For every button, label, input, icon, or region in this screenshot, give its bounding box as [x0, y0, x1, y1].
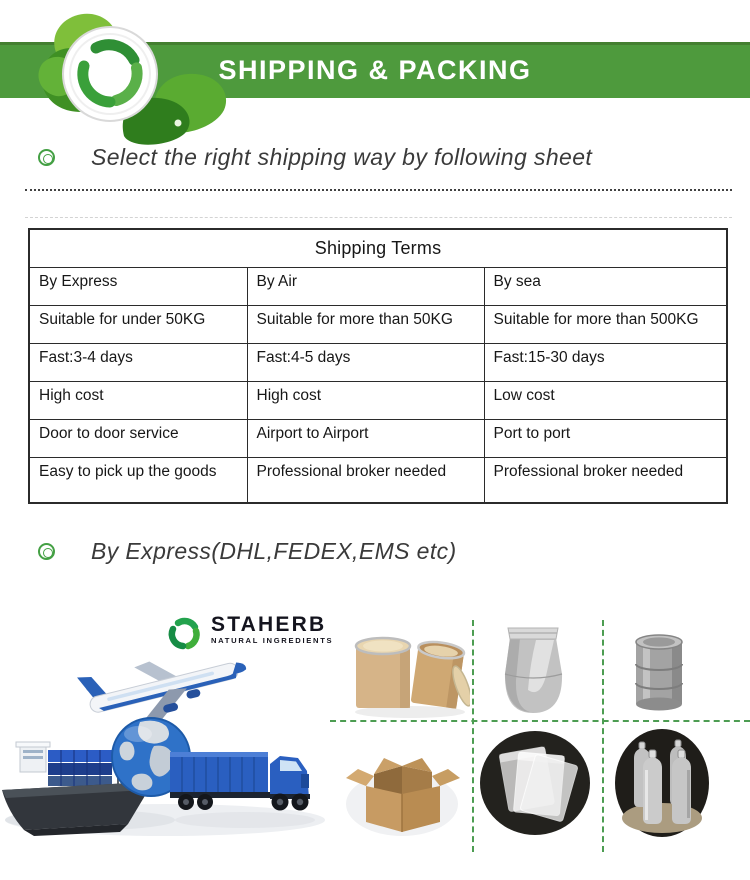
heading-select-sheet: Select the right shipping way by following sheet — [91, 144, 593, 170]
table-cell: Suitable for under 50KG — [29, 305, 247, 343]
table-title: Shipping Terms — [29, 229, 727, 267]
col-header-air: By Air — [247, 267, 484, 305]
section-heading-by-express — [38, 538, 457, 565]
table-cell: Airport to Airport — [247, 419, 484, 457]
leaf-logo-icon — [26, 0, 236, 150]
plastic-bags-icon — [478, 728, 592, 838]
aluminum-bottles-icon — [612, 726, 712, 842]
brand-tagline: NATURAL INGREDIENTS — [211, 636, 334, 645]
table-title-row — [29, 229, 727, 267]
bullet-icon — [38, 543, 55, 560]
brand-text — [211, 614, 333, 645]
foil-pouch-icon — [496, 620, 570, 722]
grid-divider-vertical — [602, 620, 604, 852]
brand-name: STAHERB — [211, 613, 327, 636]
banner-title: SHIPPING & PACKING — [218, 55, 532, 85]
table-cell: Low cost — [484, 381, 727, 419]
dashed-divider — [25, 189, 732, 191]
shipping-terms-table — [28, 228, 728, 504]
table-row — [29, 343, 727, 381]
table-cell: Professional broker needed — [247, 457, 484, 503]
truck-icon — [168, 744, 313, 822]
table-cell: Port to port — [484, 419, 727, 457]
paper-drums-icon — [350, 622, 470, 720]
grid-divider-vertical — [472, 620, 474, 852]
table-cell: Door to door service — [29, 419, 247, 457]
table-cell: Suitable for more than 500KG — [484, 305, 727, 343]
carton-box-icon — [344, 746, 464, 841]
table-cell: Easy to pick up the goods — [29, 457, 247, 503]
table-cell: Fast:4-5 days — [247, 343, 484, 381]
table-cell: Fast:3-4 days — [29, 343, 247, 381]
col-header-sea: By sea — [484, 267, 727, 305]
table-cell: Suitable for more than 50KG — [247, 305, 484, 343]
packing-gallery — [0, 608, 750, 880]
heading-by-express: By Express(DHL,FEDEX,EMS etc) — [91, 538, 457, 564]
table-header-row — [29, 267, 727, 305]
table-row — [29, 457, 727, 503]
table-cell: High cost — [29, 381, 247, 419]
table-cell: Fast:15-30 days — [484, 343, 727, 381]
table-row — [29, 419, 727, 457]
bullet-icon — [38, 149, 55, 166]
table-cell: High cost — [247, 381, 484, 419]
table-row — [29, 305, 727, 343]
col-header-express: By Express — [29, 267, 247, 305]
table-row — [29, 381, 727, 419]
steel-drum-icon — [628, 628, 690, 714]
dashed-divider-light — [25, 217, 732, 218]
table-cell: Professional broker needed — [484, 457, 727, 503]
